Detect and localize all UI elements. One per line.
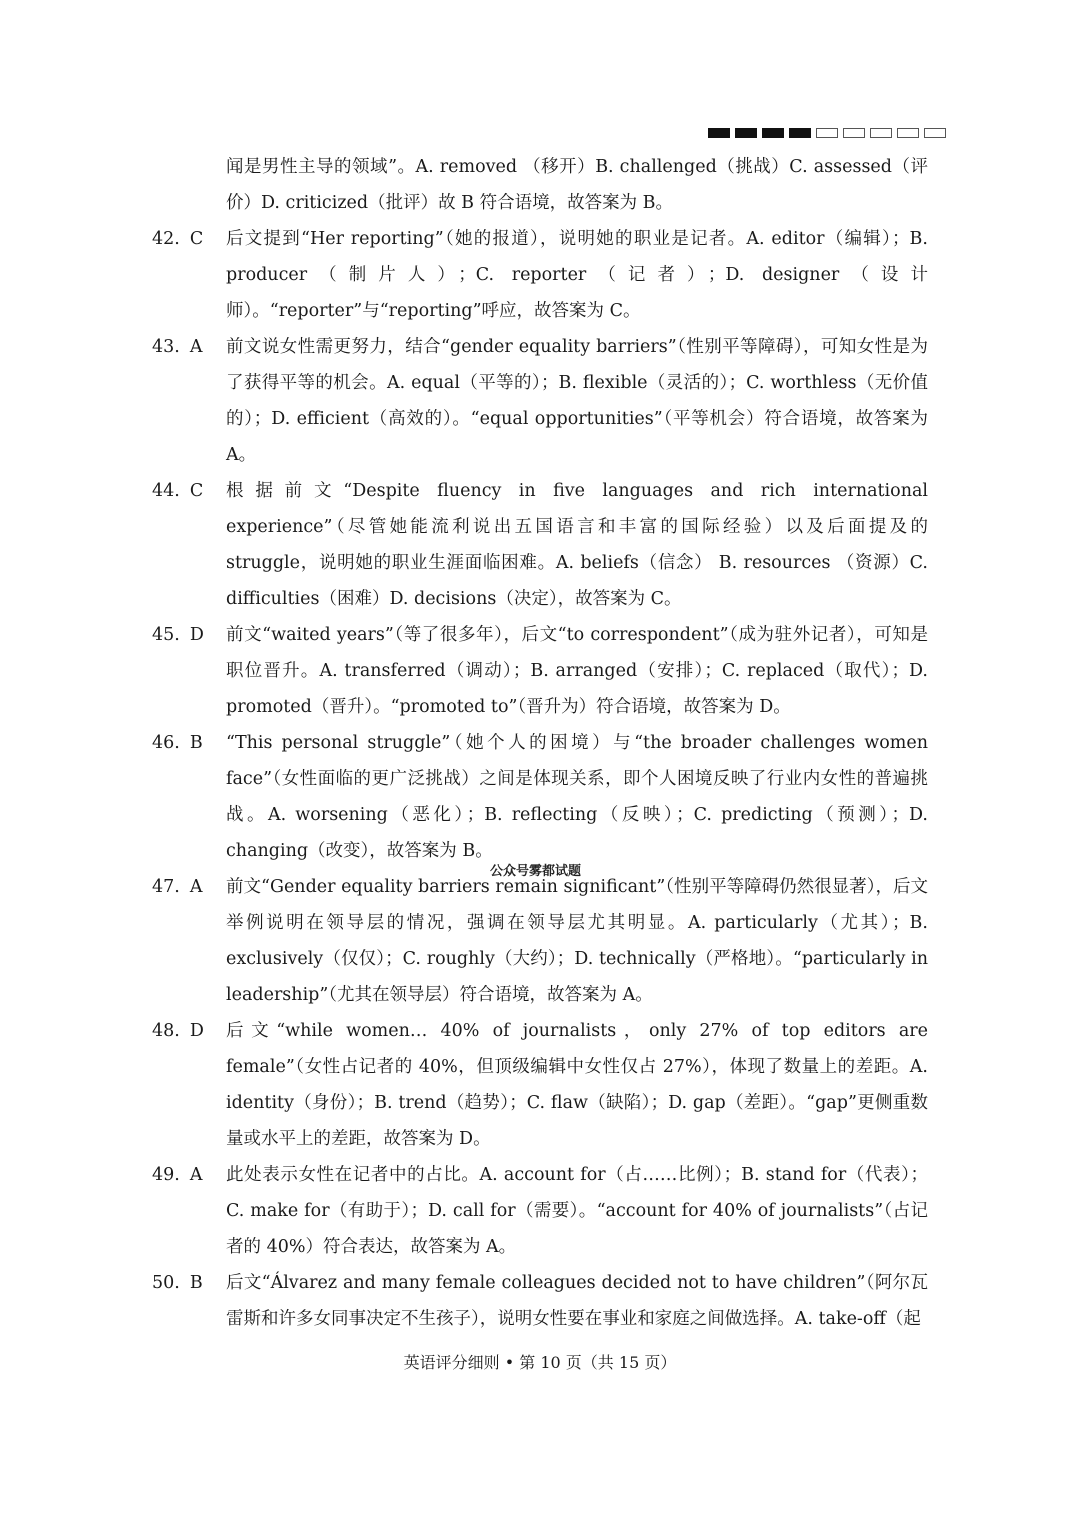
answer-item <box>152 473 928 617</box>
progress-segment-filled <box>708 128 730 138</box>
answer-letter: B <box>189 1273 203 1293</box>
answer-letter: C <box>189 481 204 501</box>
explanation-text: 闻是男性主导的领域”。A. removed （移开）B. challenged（挑战）C. assessed（评价）D. criticized（批评）故 B 符合语境，故答案为 B。 <box>226 157 928 213</box>
number-label: 49. <box>152 1165 180 1185</box>
answer-letter: D <box>189 625 204 645</box>
answer-item <box>152 1013 928 1157</box>
number-label: 50. <box>152 1273 180 1293</box>
explanation-text: 前文“Gender equality barriers remain significant”（性别平等障碍仍然很显著），后文举例说明在领导层的情况，强调在领导层尤其明显。A. particularly（尤其）；B. exclusively（仅仅）；C. roughly（大约）；D. technically（严格地）。“particularly in leadership”（尤其在领导层）符合语境，故答案为 A。 <box>226 877 928 1005</box>
question-number <box>152 221 203 257</box>
number-label: 45. <box>152 625 180 645</box>
number-label: 47. <box>152 877 180 897</box>
answer-item <box>152 1265 928 1337</box>
answer-item <box>152 221 928 329</box>
progress-segment-empty <box>924 128 946 138</box>
question-number <box>152 1013 204 1049</box>
number-label: 42. <box>152 229 180 249</box>
answer-item <box>152 1157 928 1265</box>
answer-letter: A <box>189 877 203 897</box>
page-footer: 英语评分细则 • 第 10 页（共 15 页） <box>403 1353 677 1372</box>
question-number <box>152 725 203 761</box>
progress-segment-filled <box>735 128 757 138</box>
answer-letter: D <box>189 1021 204 1041</box>
progress-segment-filled <box>789 128 811 138</box>
progress-segment-filled <box>762 128 784 138</box>
answer-item <box>152 725 928 869</box>
explanation-text: 此处表示女性在记者中的占比。A. account for（占……比例）；B. stand for（代表）；C. make for（有助于）；D. call for（需要）。“account for 40% of journalists”（占记者的 40%）符合表达，故答案为 A。 <box>226 1165 928 1257</box>
continued-explanation <box>152 149 928 221</box>
answer-letter: B <box>189 733 203 753</box>
question-number <box>152 473 203 509</box>
progress-segment-empty <box>843 128 865 138</box>
question-number <box>152 329 202 365</box>
progress-segment-empty <box>897 128 919 138</box>
number-label: 48. <box>152 1021 180 1041</box>
explanation-text: 后文“while women… 40% of journalists，only 27% of top editors are female”（女性占记者的 40%，但顶级编辑中女性仅占 27%），体现了数量上的差距。A. identity（身份）；B. trend（趋势）；C. flaw（缺陷）；D. gap（差距）。“gap”更侧重数量或水平上的差距，故答案为 D。 <box>226 1021 928 1149</box>
answer-explanations <box>152 149 928 1337</box>
explanation-text: 前文“waited years”（等了很多年），后文“to correspondent”（成为驻外记者），可知是职位晋升。A. transferred（调动）；B. arranged（安排）；C. replaced（取代）；D. promoted（晋升）。“promoted to”（晋升为）符合语境，故答案为 D。 <box>226 625 928 717</box>
explanation-text: 前文说女性需更努力，结合“gender equality barriers”（性别平等障碍），可知女性是为了获得平等的机会。A. equal（平等的）；B. flexible（灵活的）；C. worthless（无价值的）；D. efficient（高效的）。“equal opportunities”（平等机会）符合语境，故答案为 A。 <box>226 337 928 465</box>
question-number <box>152 869 202 905</box>
answer-item <box>152 329 928 473</box>
answer-letter: A <box>189 1165 203 1185</box>
explanation-text: 后文提到“Her reporting”（她的报道），说明她的职业是记者。A. editor（编辑）；B. producer（制片人）；C. reporter（记者）；D. designer（设计师）。“reporter”与“reporting”呼应，故答案为 C。 <box>226 229 928 321</box>
explanation-text: “This personal struggle”（她个人的困境）与“the broader challenges women face”（女性面临的更广泛挑战）之间是体现关系，即个人困境反映了行业内女性的普遍挑战。A. worsening（恶化）；B. reflecting（反映）；C. predicting（预测）；D. changing（改变），故答案为 B。 <box>226 733 928 861</box>
page-progress-indicator <box>708 128 946 138</box>
answer-item <box>152 617 928 725</box>
explanation-text: 根据前文“Despite fluency in five languages and rich international experience”（尽管她能流利说出五国语言和丰富的国际经验）以及后面提及的 struggle，说明她的职业生涯面临困难。A. beliefs（信念） B. resources （资源）C. difficulties（困难）D. decisions（决定），故答案为 C。 <box>226 481 928 609</box>
number-label: 43. <box>152 337 180 357</box>
question-number <box>152 1157 202 1193</box>
explanation-text: 后文“Álvarez and many female colleagues decided not to have children”（阿尔瓦雷斯和许多女同事决定不生孩子），说明女性要在事业和家庭之间做选择。A. take-off（起 <box>226 1273 928 1329</box>
question-number <box>152 1265 203 1301</box>
progress-segment-empty <box>870 128 892 138</box>
number-label: 46. <box>152 733 180 753</box>
progress-segment-empty <box>816 128 838 138</box>
answer-letter: C <box>189 229 204 249</box>
watermark-text: 公众号雾都试题 <box>490 864 582 879</box>
number-label: 44. <box>152 481 180 501</box>
answer-letter: A <box>189 337 203 357</box>
question-number <box>152 617 204 653</box>
answer-item <box>152 869 928 1013</box>
